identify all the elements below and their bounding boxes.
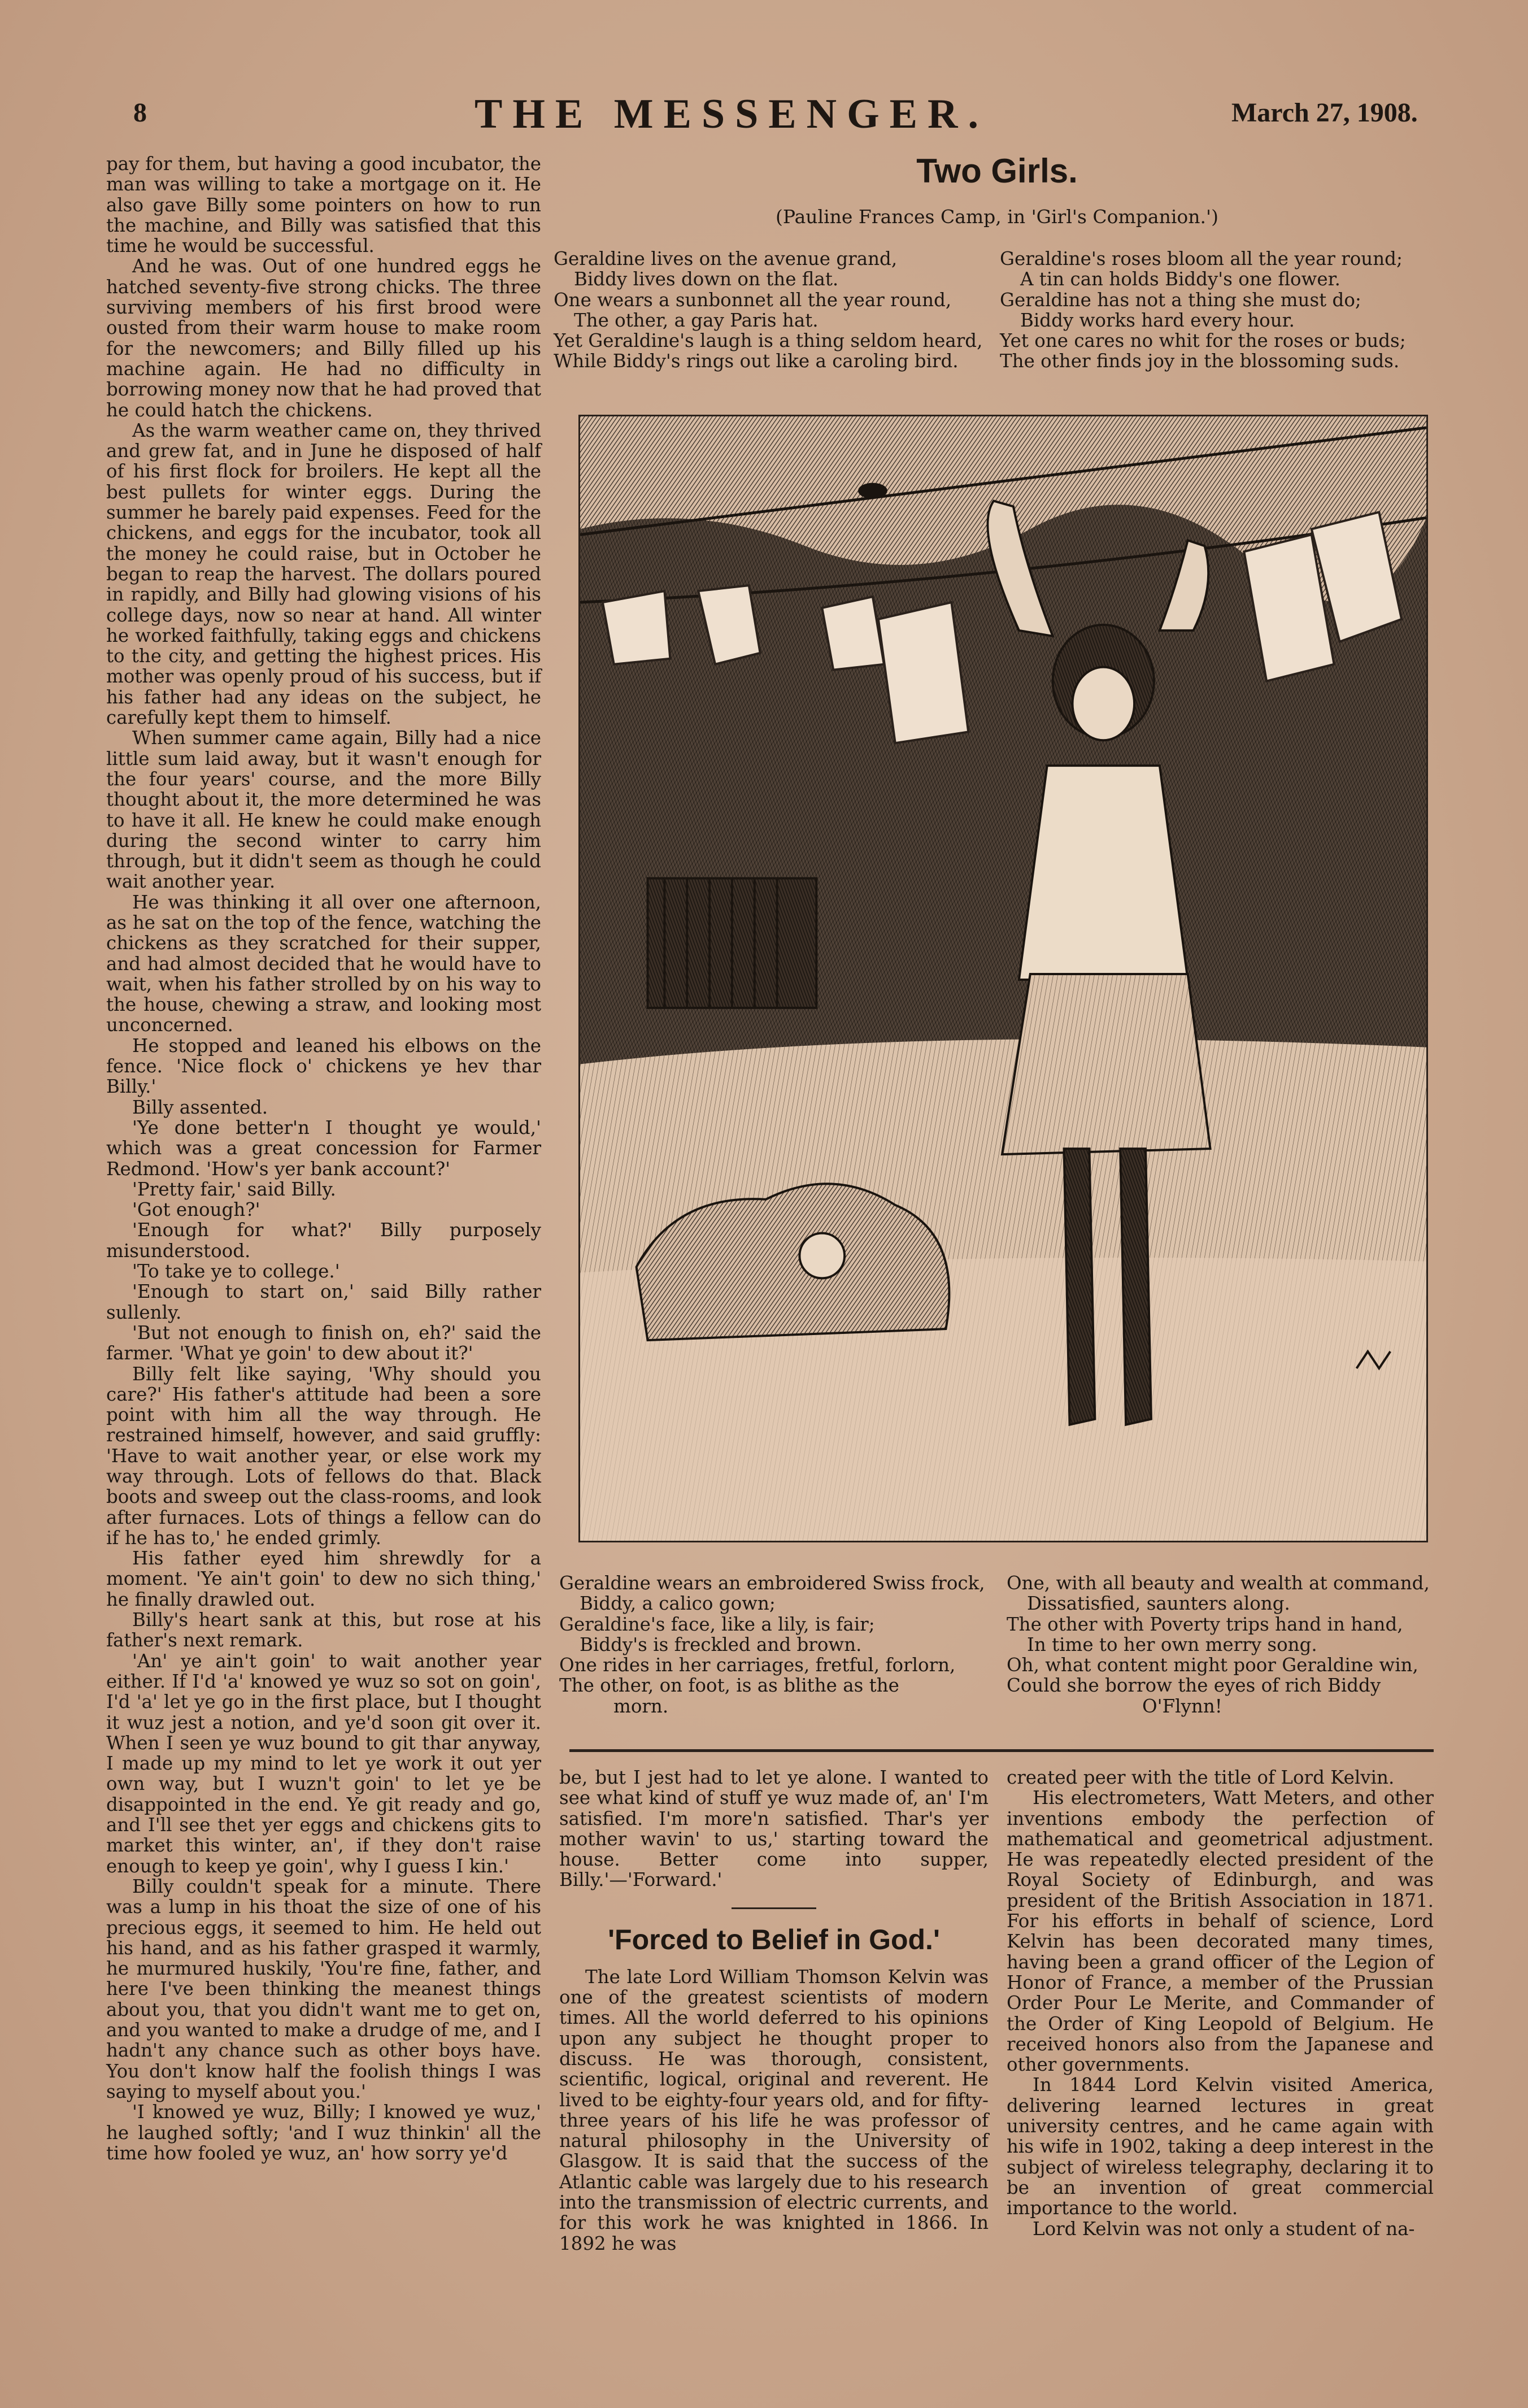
article-heading: 'Forced to Belief in God.' [608, 1923, 940, 1955]
page-number: 8 [133, 98, 147, 128]
paragraph: And he was. Out of one hundred eggs he hatched seventy-five strong chicks. The three surviving members of his first brood were ousted from their warm house to make room for the newcomers; and Billy filled up his machine again. He had no difficulty in borrowing money now that he had proved that he could hatch the chickens. [106, 255, 541, 421]
poem-attribution: (Pauline Frances Camp, in 'Girl's Companion.') [776, 206, 1218, 228]
article-paragraph: created peer with the title of Lord Kelvin. [1007, 1767, 1395, 1788]
poem-stanza-1 [554, 249, 982, 372]
poem-line: One, with all beauty and wealth at command, [1007, 1572, 1430, 1594]
paragraph: His father eyed him shrewdly for a moment. 'Ye ain't goin' to dew no sich thing,' he finally drawled out. [106, 1548, 541, 1610]
middle-column [559, 1767, 989, 2254]
paragraph: 'Got enough?' [132, 1199, 260, 1221]
paragraph: pay for them, but having a good incubator, the man was willing to take a mortgage on it. He also gave Billy some pointers on how to run the machine, and Billy was satisfied that this time he would be successful. [106, 153, 541, 257]
section-divider [569, 1749, 1434, 1752]
paragraph: 'Pretty fair,' said Billy. [132, 1178, 336, 1200]
poem-line: One wears a sunbonnet all the year round, [554, 289, 952, 311]
poem-line: In time to her own merry song. [1027, 1633, 1317, 1655]
poem-line: Yet one cares no whit for the roses or buds; [1000, 330, 1406, 352]
poem-line: Biddy works hard every hour. [1020, 309, 1295, 331]
paragraph: Billy couldn't speak for a minute. There was a lump in his thoat the size of one of his precious eggs, it seemed to him. He held out his hand, and as his father grasped it warmly, he murmured huskily, 'You're fine, father, and here I've been thinking the meanest things about you, that you didn't want me to get on, and you wanted to make a drudge of me, and I hadn't any chance such as other boys have. You don't know half the foolish things I was saying to myself about you.' [106, 1875, 541, 2102]
paragraph: Billy assented. [132, 1096, 268, 1118]
poem-line: Geraldine has not a thing she must do; [1000, 289, 1361, 311]
poem-line: The other, on foot, is as blithe as the [559, 1675, 899, 1697]
poem-line: The other finds joy in the blossoming suds. [1000, 350, 1400, 372]
paragraph: 'To take ye to college.' [132, 1260, 340, 1283]
poem-line: Geraldine's roses bloom all the year round; [1000, 248, 1403, 270]
paragraph: 'Ye done better'n I thought ye would,' which was a great concession for Farmer Redmond. 'How's yer bank account?' [106, 1116, 541, 1180]
right-column [1007, 1767, 1434, 2239]
paragraph: 'Enough to start on,' said Billy rather sullenly. [106, 1281, 541, 1323]
article-paragraph: Lord Kelvin was not only a student of na- [1033, 2218, 1415, 2240]
paragraph: He was thinking it all over one afternoon, as he sat on the top of the fence, watching the chickens as they scratched for their supper, and had almost decided that he would have to wait, when his father strolled by on his way to the house, chewing a straw, and looking most unconcerned. [106, 891, 541, 1036]
issue-date: March 27, 1908. [1231, 98, 1418, 128]
poem-line: Oh, what content might poor Geraldine win, [1007, 1654, 1418, 1676]
paragraph: 'An' ye ain't goin' to wait another year either. If I'd 'a' knowed ye wuz so sot on goin', I'd 'a' let ye go in the first place, but I thought it wuz jest a notion, and ye'd soon git over it. When I seen ye wuz bound to git thar anyway, I made up my mind to let ye work it out yer own way, but I wuzn't goin' to let ye be disappointed in the end. Ye git ready and go, and I'll see thet yer eggs and chickens gits to market this winter, an', if they don't raise enough to keep ye goin', why I guess I kin.' [106, 1650, 541, 1877]
paragraph: 'But not enough to finish on, eh?' said the farmer. 'What ye goin' to dew about it?' [106, 1322, 541, 1364]
poem-line: Biddy's is freckled and brown. [580, 1633, 862, 1655]
paragraph: Billy's heart sank at this, but rose at his father's next remark. [106, 1609, 541, 1651]
story-continuation: be, but I jest had to let ye alone. I wanted to see what kind of stuff ye wuz made of, an' I'm satisfied. I'm more'n satisfied. Thar's yer mother wavin' to us,' starting toward the house. Better come into supper, Billy.'—'Forward.' [559, 1767, 989, 1891]
laundry-girl-engraving [580, 416, 1426, 1541]
masthead-title: THE MESSENGER. [474, 91, 989, 137]
article-paragraph: His electrometers, Watt Meters, and other inventions embody the perfection of mathematical and geometrical adjustment. He was repeatedly elected president of the Royal Society of Edinburgh, and was president of the British Association in 1871. For his efforts in behalf of science, Lord Kelvin has been decorated many times, having been a grand officer of the Legion of Honor of France, a member of the Prussian Order Pour Le Merite, and Commander of the Order of King Leopold of Belgium. He received honors also from the Japanese and other governments. [1007, 1787, 1434, 2076]
poem-line: Geraldine lives on the avenue grand, [554, 248, 898, 270]
poem-title: Two Girls. [916, 152, 1078, 190]
poem-line: Dissatisfied, saunters along. [1027, 1593, 1290, 1615]
poem-line: The other with Poverty trips hand in hand, [1007, 1613, 1403, 1635]
poem-line: Yet Geraldine's laugh is a thing seldom heard, [554, 330, 983, 352]
article-paragraph: In 1844 Lord Kelvin visited America, delivering learned lectures in great university centres, and he came again with his wife in 1902, taking a deep interest in the subject of wireless telegraphy, declaring it to be an invention of great commercial importance to the world. [1007, 2074, 1434, 2219]
poem-line: A tin can holds Biddy's one flower. [1020, 268, 1340, 290]
poem-line: Geraldine wears an embroidered Swiss frock, [559, 1572, 985, 1594]
article-paragraph: The late Lord William Thomson Kelvin was one of the greatest scientists of modern times. All the world deferred to his opinions upon any subject he thought proper to discuss. He was thorough, consistent, scientific, logical, original and reverent. He lived to be eighty-four years old, and for fifty-three years of his life he was professor of natural philosophy in the University of Glasgow. It is said that the success of the Atlantic cable was largely due to his research into the transmission of electric currents, and for this work he was knighted in 1866. In 1892 he was [559, 1966, 989, 2254]
illustration [578, 415, 1428, 1542]
poem-line: morn. [613, 1695, 669, 1717]
poem-line: Geraldine's face, like a lily, is fair; [559, 1613, 875, 1635]
poem-line: Could she borrow the eyes of rich Biddy [1007, 1675, 1381, 1697]
poem-stanza-2 [1000, 249, 1406, 372]
poem-line: Biddy lives down on the flat. [574, 268, 839, 290]
paragraph: When summer came again, Billy had a nice little sum laid away, but it wasn't enough for the four years' course, and the more Billy thought about it, the more determined he was to have it all. He knew he could make enough during the second winter to carry him through, but it didn't seem as though he could wait another year. [106, 727, 541, 893]
poem-stanza-4 [1007, 1573, 1430, 1716]
poem-stanza-3 [559, 1573, 985, 1716]
poem-line: While Biddy's rings out like a caroling bird. [554, 350, 959, 372]
paragraph: Billy felt like saying, 'Why should you care?' His father's attitude had been a sore point with him all the way through. He restrained himself, however, and said gruffly: 'Have to wait another year, or else work my way through. Lots of fellows do that. Black boots and sweep out the class-rooms, and look after furnaces. Lots of things a fellow can do if he has to,' he ended grimly. [106, 1363, 541, 1549]
paragraph: As the warm weather came on, they thrived and grew fat, and in June he disposed of half of his first flock for broilers. He kept all the best pullets for winter eggs. During the summer he barely paid expenses. Feed for the chickens, and eggs for the incubator, took all the money he could raise, but in October he began to reap the harvest. The dollars poured in rapidly, and Billy had glowing visions of his college days, now so near at hand. All winter he worked faithfully, taking eggs and chickens to the city, and getting the highest prices. His mother was openly proud of his success, but if his father had any ideas on the subject, he carefully kept them to himself. [106, 419, 541, 729]
paragraph: He stopped and leaned his elbows on the fence. 'Nice flock o' chickens ye hev thar Billy.' [106, 1035, 541, 1098]
poem-line: O'Flynn! [1142, 1695, 1222, 1717]
poem-line: One rides in her carriages, fretful, forlorn, [559, 1654, 956, 1676]
poem-line: Biddy, a calico gown; [580, 1593, 776, 1615]
left-column-story [106, 154, 541, 2163]
paragraph: 'I knowed ye wuz, Billy; I knowed ye wuz,' he laughed softly; 'and I wuz thinkin' all the time how fooled ye wuz, an' how sorry ye'd [106, 2101, 541, 2164]
paragraph: 'Enough for what?' Billy purposely misunderstood. [106, 1219, 541, 1262]
short-divider [732, 1907, 816, 1909]
poem-line: The other, a gay Paris hat. [574, 309, 819, 331]
